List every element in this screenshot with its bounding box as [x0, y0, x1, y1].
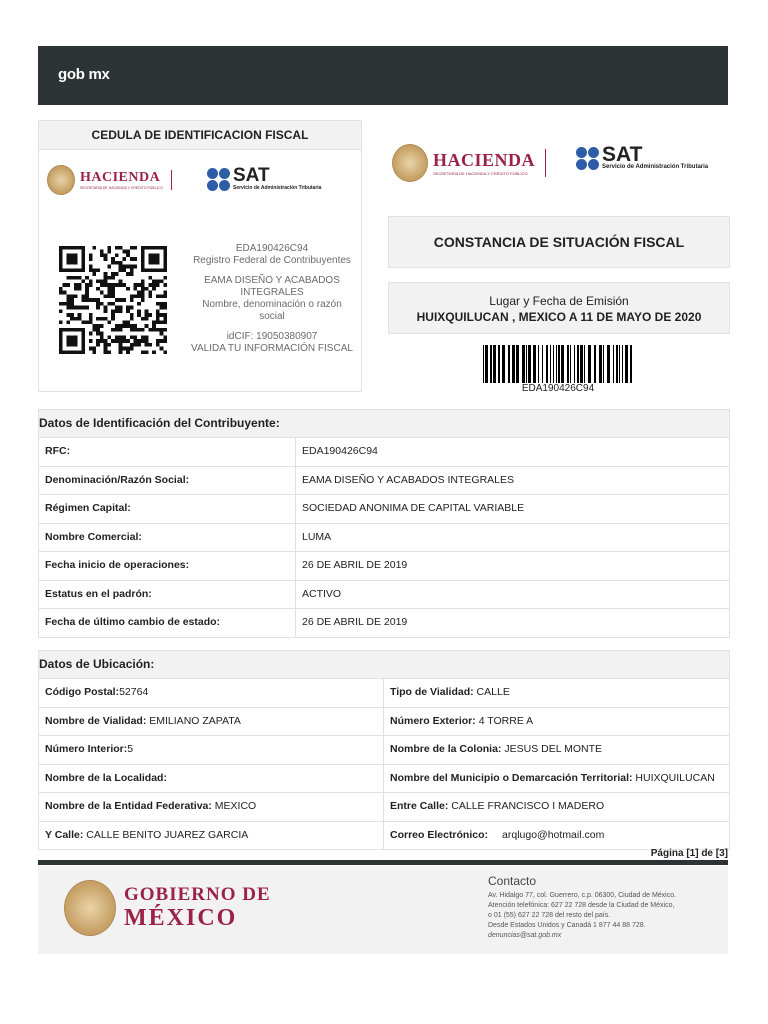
field-label: Tipo de Vialidad:: [390, 686, 474, 698]
table-row: [39, 552, 729, 581]
table-row: [39, 438, 729, 467]
table-row: [39, 679, 729, 708]
field-value: SOCIEDAD ANONIMA DE CAPITAL VARIABLE: [302, 502, 525, 514]
contact-title: Contacto: [488, 874, 537, 888]
table-row: [39, 524, 729, 553]
sat-logo: SAT Servicio de Administración Tributaria: [207, 167, 321, 191]
hacienda-logo-large: HACIENDA SECRETARÍA DE HACIENDA Y CRÉDITO PÚBLICO: [392, 144, 546, 182]
sat-dots-icon: [207, 168, 230, 191]
contact-line: o 01 (55) 627 22 728 del resto del país.: [488, 912, 611, 919]
header-logos: [388, 130, 728, 198]
ubicacion-section: [38, 650, 730, 850]
field-value: HUIXQUILUCAN: [632, 771, 715, 784]
table-cell: [39, 793, 384, 821]
field-value: JESUS DEL MONTE: [501, 743, 602, 755]
ubicacion-title: Datos de Ubicación:: [39, 651, 729, 679]
field-value[interactable]: arqlugo@hotmail.com: [502, 828, 605, 841]
footer-divider: [38, 860, 728, 865]
table-cell: [384, 765, 715, 793]
field-value: 52764: [119, 686, 149, 698]
constancia-title: CONSTANCIA DE SITUACIÓN FISCAL: [388, 216, 730, 268]
contact-line: Desde Estados Unidos y Canadá 1 877 44 88 728.: [488, 922, 646, 929]
sat-logo-large: SAT Servicio de Administración Tributaria: [576, 146, 708, 170]
field-label: Estatus en el padrón:: [39, 581, 296, 609]
contact-email[interactable]: denuncias@sat.gob.mx: [488, 932, 562, 939]
table-cell: [384, 793, 604, 821]
field-value: EAMA DISEÑO Y ACABADOS INTEGRALES: [302, 473, 515, 486]
table-cell: [384, 679, 510, 707]
barcode-label: EDA190426C94: [521, 383, 595, 394]
field-value: MEXICO: [211, 800, 257, 812]
field-value: CALLE: [473, 686, 510, 698]
place-value: HUIXQUILUCAN , MEXICO A 11 DE MAYO DE 2020: [416, 310, 702, 324]
cedula-rfc: EDA190426C94: [235, 243, 309, 254]
field-value: LUMA: [302, 530, 332, 543]
table-cell: [384, 708, 533, 736]
field-value: EMILIANO ZAPATA: [146, 714, 241, 727]
field-value: 5: [127, 743, 134, 755]
field-value: 26 DE ABRIL DE 2019: [302, 559, 408, 571]
field-value: 26 DE ABRIL DE 2019: [302, 616, 408, 628]
field-label: RFC:: [39, 438, 296, 466]
table-row: [39, 822, 729, 850]
cedula-info: [191, 243, 353, 355]
field-label: Nombre del Municipio o Demarcación Territorial:: [390, 771, 633, 784]
top-bar: [38, 46, 728, 105]
table-row: [39, 708, 729, 737]
field-label: Denominación/Razón Social:: [39, 467, 296, 495]
sat-dots-icon: [576, 147, 599, 170]
cedula-card: [38, 120, 362, 392]
contact-block: [488, 874, 728, 941]
mexico-seal-icon: [47, 165, 75, 195]
table-cell: [39, 765, 384, 793]
field-label: Y Calle:: [45, 828, 84, 841]
field-value: 4 TORRE A: [475, 714, 534, 727]
identificacion-section: [38, 409, 730, 638]
table-cell: [384, 822, 604, 850]
cedula-rfc-caption: Registro Federal de Contribuyentes: [193, 255, 351, 266]
mexico-seal-icon: [64, 880, 116, 936]
table-cell: [39, 679, 384, 707]
contact-line: Atención telefónica: 627 22 728 desde la Ciudad de México,: [488, 902, 675, 909]
field-label: Régimen Capital:: [39, 495, 296, 523]
field-value: ACTIVO: [302, 587, 342, 600]
hacienda-logo: HACIENDA SECRETARÍA DE HACIENDA Y CRÉDITO PÚBLICO: [47, 165, 172, 195]
table-row: [39, 467, 729, 496]
page-number: Página [1] de [3]: [650, 848, 728, 859]
cedula-name-caption: Nombre, denominación o razón social: [202, 299, 342, 322]
cedula-name: EAMA DISEÑO Y ACABADOS INTEGRALES: [204, 275, 340, 298]
table-row: [39, 736, 729, 765]
field-label: Nombre de la Localidad:: [45, 771, 167, 784]
table-row: [39, 765, 729, 794]
field-label: Entre Calle:: [390, 800, 449, 812]
field-value: CALLE BENITO JUAREZ GARCIA: [83, 828, 249, 841]
footer: [38, 866, 728, 954]
field-label: Código Postal:: [45, 686, 120, 698]
table-cell: [39, 822, 384, 850]
place-date-box: [388, 282, 730, 334]
field-label: Correo Electrónico:: [390, 828, 489, 841]
field-label: Número Interior:: [45, 743, 128, 755]
table-cell: [384, 736, 602, 764]
field-value: EDA190426C94: [302, 445, 378, 457]
field-label: Fecha de último cambio de estado:: [39, 609, 296, 637]
field-value: CALLE FRANCISCO I MADERO: [448, 800, 605, 812]
table-row: [39, 793, 729, 822]
field-label: Nombre Comercial:: [39, 524, 296, 552]
cedula-title: CEDULA DE IDENTIFICACION FISCAL: [39, 121, 361, 150]
field-label: Nombre de la Colonia:: [390, 743, 502, 755]
gobmx-logo[interactable]: gob mx: [58, 66, 110, 83]
gobierno-logo: GOBIERNO DE MÉXICO: [64, 880, 271, 936]
field-label: Fecha inicio de operaciones:: [39, 552, 296, 580]
mexico-seal-icon: [392, 144, 428, 182]
cedula-validate: VALIDA TU INFORMACIÓN FISCAL: [191, 343, 353, 354]
table-row: [39, 495, 729, 524]
table-row: [39, 581, 729, 610]
identificacion-title: Datos de Identificación del Contribuyente:: [39, 410, 729, 438]
field-label: Número Exterior:: [390, 714, 476, 727]
table-cell: [39, 708, 384, 736]
place-label: Lugar y Fecha de Emisión: [489, 294, 629, 308]
qr-code-icon: [59, 245, 167, 355]
field-label: Nombre de Vialidad:: [45, 714, 147, 727]
cedula-idcif: idCIF: 19050380907: [226, 331, 318, 342]
field-label: Nombre de la Entidad Federativa:: [45, 800, 212, 812]
contact-line: Av. Hidalgo 77, col. Guerrero, c.p. 06300, Ciudad de México.: [488, 892, 677, 899]
barcode-icon: [483, 345, 633, 383]
table-cell: [39, 736, 384, 764]
table-row: [39, 609, 729, 637]
